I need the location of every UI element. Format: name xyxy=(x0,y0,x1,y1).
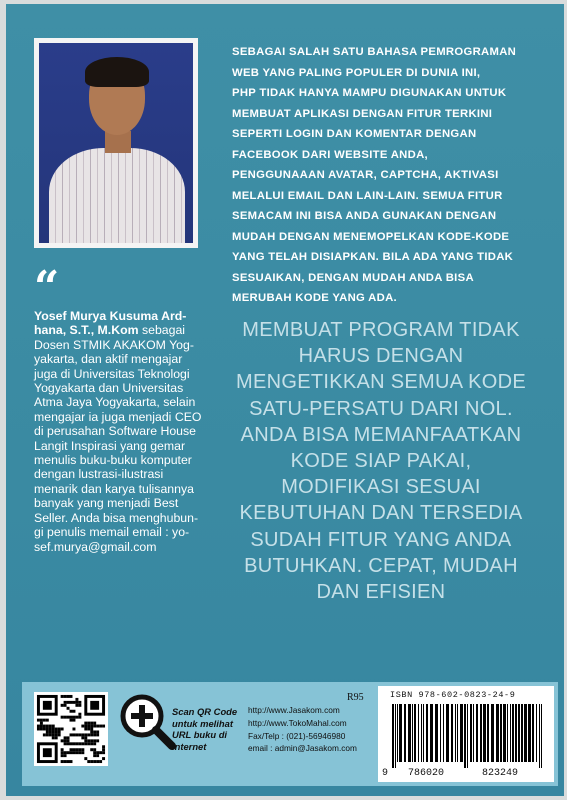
highlight-line: KEBUTUHAN DAN TERSEDIA xyxy=(239,502,523,525)
magnifier-icon xyxy=(118,692,176,750)
intro-line: SESUAIKAN, DENGAN MUDAH ANDA BISA xyxy=(232,271,474,284)
highlight-line: MENGETIKKAN SEMUA KODE xyxy=(236,371,526,394)
scan-instructions xyxy=(172,706,242,752)
bio-line: Langit Inspirasi yang gemar xyxy=(34,438,186,453)
intro-text xyxy=(232,42,550,309)
highlight-line: KODE SIAP PAKAI, xyxy=(290,450,472,473)
highlight-text xyxy=(218,317,544,605)
bio-line: Dosen STMIK AKAKOM Yog- xyxy=(34,337,194,352)
intro-line: MUDAH DENGAN MENEMOPELKAN KODE-KODE xyxy=(232,230,510,243)
back-cover xyxy=(6,4,564,796)
quote-mark: “ xyxy=(34,262,60,313)
highlight-line: SUDAH FITUR YANG ANDA xyxy=(250,528,512,551)
bio-line: gi penulis memail email : yo- xyxy=(34,525,190,540)
scan-line: URL buku di xyxy=(172,729,228,741)
intro-line: MELALUI EMAIL DAN LAIN-LAIN. SEMUA FITUR xyxy=(232,189,503,202)
bio-line: menarik dan karya tulisannya xyxy=(34,481,194,496)
highlight-line: SATU-PERSATU DARI NOL. xyxy=(249,397,513,420)
intro-line: PENGGUNAAAN AVATAR, CAPTCHA, AKTIVASI xyxy=(232,169,499,181)
intro-line: MEMBUAT APLIKASI DENGAN FITUR TERKINI xyxy=(232,107,493,120)
isbn-barcode xyxy=(378,686,554,782)
footer-strip xyxy=(22,682,558,786)
contact-line: http://www.TokoMahal.com xyxy=(248,717,347,728)
highlight-line: HARUS DENGAN xyxy=(298,345,464,368)
highlight-line: MODIFIKASI SESUAI xyxy=(281,476,481,499)
author-bio xyxy=(34,309,206,554)
highlight-line: DAN EFISIEN xyxy=(316,581,446,604)
intro-line: PHP TIDAK HANYA MAMPU DIGUNAKAN UNTUK xyxy=(232,87,507,99)
intro-line: YANG TELAH DISIAPKAN. BILA ADA YANG TIDAK xyxy=(232,251,514,263)
author-photo xyxy=(34,38,198,248)
bio-line: sef.murya@gmail.com xyxy=(34,539,157,554)
barcode-digit-right: 823249 xyxy=(482,768,519,779)
contact-line: email : admin@Jasakom.com xyxy=(248,743,357,754)
isbn-text: ISBN 978-602-0823-24-9 xyxy=(390,690,516,700)
contact-info xyxy=(248,704,358,755)
bio-line: di perusahan Software House xyxy=(34,424,197,439)
qr-code[interactable] xyxy=(34,692,108,766)
bio-line: Seller. Anda bisa menghubun- xyxy=(34,510,199,525)
author-after-name: sebagai xyxy=(138,323,186,338)
barcode-bars xyxy=(386,704,546,768)
contact-line: http://www.Jasakom.com xyxy=(248,705,340,715)
author-name-line2: hana, S.T., M.Kom xyxy=(34,323,139,338)
intro-line: SEBAGAI SALAH SATU BAHASA PEMROGRAMAN xyxy=(232,46,517,58)
bio-line: menulis buku-buku komputer xyxy=(34,453,192,468)
barcode-digit-left: 786020 xyxy=(408,768,445,779)
scan-line: untuk melihat xyxy=(172,717,233,729)
intro-line: SEMACAM INI BISA ANDA GUNAKAN DENGAN xyxy=(232,210,497,222)
author-name-line1: Yosef Murya Kusuma Ard- xyxy=(34,309,187,323)
price-code: R95 xyxy=(347,692,364,703)
barcode-digit-prefix: 9 xyxy=(382,768,389,779)
contact-line: Fax/Telp : (021)-56946980 xyxy=(248,730,346,741)
highlight-line: MEMBUAT PROGRAM TIDAK xyxy=(242,319,520,341)
intro-line: SEPERTI LOGIN DAN KOMENTAR DENGAN xyxy=(232,128,477,140)
highlight-line: ANDA BISA MEMANFAATKAN xyxy=(240,423,522,446)
bio-line: mengajar ia juga menjadi CEO xyxy=(34,409,202,424)
bio-line: Atma Jaya Yogyakarta, selain xyxy=(34,395,196,410)
intro-line: MERUBAH KODE YANG ADA. xyxy=(232,292,397,304)
bio-line: juga di Universitas Teknologi xyxy=(34,366,190,381)
scan-line: internet xyxy=(172,740,207,752)
bio-line: banyak yang menjadi Best xyxy=(34,496,179,511)
bio-line: yakarta, dan aktif mengajar xyxy=(34,352,183,367)
bio-line: Yogyakarta dan Universitas xyxy=(34,381,184,396)
bio-lines xyxy=(34,338,206,554)
scan-line: Scan QR Code xyxy=(172,706,238,717)
intro-line: WEB YANG PALING POPULER DI DUNIA INI, xyxy=(232,66,481,79)
bio-line: dengan lustrasi-ilustrasi xyxy=(34,467,164,482)
highlight-line: BUTUHKAN. CEPAT, MUDAH xyxy=(244,554,518,577)
intro-line: FACEBOOK DARI WEBSITE ANDA, xyxy=(232,148,428,161)
